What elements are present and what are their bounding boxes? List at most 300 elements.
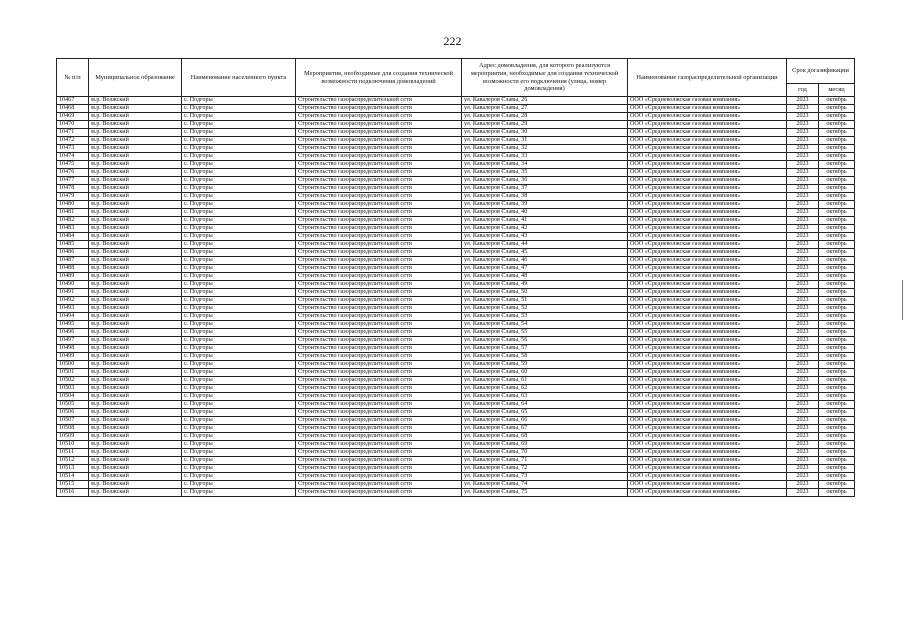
- cell-settlement: с. Подгоры: [182, 489, 296, 497]
- cell-address: ул. Кавалеров Славы, 56: [462, 337, 628, 345]
- cell-organization: ООО «Средневолжская газовая компания»: [628, 105, 787, 113]
- cell-municipality: м.р. Волжский: [89, 249, 182, 257]
- cell-settlement: с. Подгоры: [182, 425, 296, 433]
- cell-municipality: м.р. Волжский: [89, 369, 182, 377]
- cell-address: ул. Кавалеров Славы, 40: [462, 209, 628, 217]
- cell-organization: ООО «Средневолжская газовая компания»: [628, 353, 787, 361]
- cell-measure: Строительство газораспределительной сети: [296, 369, 462, 377]
- cell-month: октябрь: [819, 425, 855, 433]
- table-row: [57, 145, 855, 153]
- cell-settlement: с. Подгоры: [182, 97, 296, 105]
- cell-organization: ООО «Средневолжская газовая компания»: [628, 289, 787, 297]
- cell-measure: Строительство газораспределительной сети: [296, 409, 462, 417]
- cell-address: ул. Кавалеров Славы, 38: [462, 193, 628, 201]
- cell-organization: ООО «Средневолжская газовая компания»: [628, 97, 787, 105]
- cell-year: 2023: [787, 145, 819, 153]
- table-row: [57, 233, 855, 241]
- cell-municipality: м.р. Волжский: [89, 169, 182, 177]
- cell-settlement: с. Подгоры: [182, 201, 296, 209]
- cell-num: 10501: [57, 369, 89, 377]
- cell-measure: Строительство газораспределительной сети: [296, 329, 462, 337]
- cell-measure: Строительство газораспределительной сети: [296, 489, 462, 497]
- cell-year: 2023: [787, 329, 819, 337]
- cell-year: 2023: [787, 137, 819, 145]
- cell-num: 10491: [57, 289, 89, 297]
- header-year: год: [787, 84, 819, 97]
- table-row: [57, 481, 855, 489]
- table-row: [57, 305, 855, 313]
- cell-address: ул. Кавалеров Славы, 52: [462, 305, 628, 313]
- cell-measure: Строительство газораспределительной сети: [296, 441, 462, 449]
- cell-month: октябрь: [819, 233, 855, 241]
- table-row: [57, 297, 855, 305]
- cell-municipality: м.р. Волжский: [89, 425, 182, 433]
- cell-num: 10502: [57, 377, 89, 385]
- cell-year: 2023: [787, 361, 819, 369]
- cell-address: ул. Кавалеров Славы, 46: [462, 257, 628, 265]
- gasification-table: [56, 58, 855, 497]
- cell-address: ул. Кавалеров Славы, 53: [462, 313, 628, 321]
- cell-organization: ООО «Средневолжская газовая компания»: [628, 153, 787, 161]
- cell-year: 2023: [787, 417, 819, 425]
- cell-month: октябрь: [819, 433, 855, 441]
- cell-address: ул. Кавалеров Славы, 58: [462, 353, 628, 361]
- cell-settlement: с. Подгоры: [182, 129, 296, 137]
- cell-year: 2023: [787, 449, 819, 457]
- cell-municipality: м.р. Волжский: [89, 465, 182, 473]
- table-row: [57, 217, 855, 225]
- cell-month: октябрь: [819, 209, 855, 217]
- cell-settlement: с. Подгоры: [182, 113, 296, 121]
- header-address: Адрес домовладения, для которого реализуются мероприятия, необходимые для создания технической возможности его подключения (улица, номер домовладения): [462, 59, 628, 97]
- table-row: [57, 209, 855, 217]
- cell-year: 2023: [787, 377, 819, 385]
- cell-month: октябрь: [819, 129, 855, 137]
- cell-year: 2023: [787, 289, 819, 297]
- cell-month: октябрь: [819, 361, 855, 369]
- cell-month: октябрь: [819, 113, 855, 121]
- cell-settlement: с. Подгоры: [182, 217, 296, 225]
- cell-organization: ООО «Средневолжская газовая компания»: [628, 481, 787, 489]
- cell-year: 2023: [787, 121, 819, 129]
- cell-measure: Строительство газораспределительной сети: [296, 321, 462, 329]
- cell-municipality: м.р. Волжский: [89, 353, 182, 361]
- cell-municipality: м.р. Волжский: [89, 121, 182, 129]
- cell-measure: Строительство газораспределительной сети: [296, 257, 462, 265]
- cell-settlement: с. Подгоры: [182, 441, 296, 449]
- cell-address: ул. Кавалеров Славы, 33: [462, 153, 628, 161]
- cell-year: 2023: [787, 161, 819, 169]
- cell-num: 10492: [57, 297, 89, 305]
- cell-organization: ООО «Средневолжская газовая компания»: [628, 401, 787, 409]
- cell-measure: Строительство газораспределительной сети: [296, 273, 462, 281]
- cell-address: ул. Кавалеров Славы, 34: [462, 161, 628, 169]
- cell-settlement: с. Подгоры: [182, 361, 296, 369]
- table-row: [57, 377, 855, 385]
- cell-month: октябрь: [819, 249, 855, 257]
- cell-measure: Строительство газораспределительной сети: [296, 449, 462, 457]
- cell-municipality: м.р. Волжский: [89, 313, 182, 321]
- cell-address: ул. Кавалеров Славы, 39: [462, 201, 628, 209]
- cell-measure: Строительство газораспределительной сети: [296, 193, 462, 201]
- cell-month: октябрь: [819, 289, 855, 297]
- cell-measure: Строительство газораспределительной сети: [296, 129, 462, 137]
- cell-municipality: м.р. Волжский: [89, 257, 182, 265]
- cell-address: ул. Кавалеров Славы, 51: [462, 297, 628, 305]
- cell-month: октябрь: [819, 193, 855, 201]
- cell-year: 2023: [787, 97, 819, 105]
- cell-num: 10469: [57, 113, 89, 121]
- cell-address: ул. Кавалеров Славы, 64: [462, 401, 628, 409]
- cell-municipality: м.р. Волжский: [89, 377, 182, 385]
- cell-settlement: с. Подгоры: [182, 449, 296, 457]
- cell-settlement: с. Подгоры: [182, 233, 296, 241]
- cell-address: ул. Кавалеров Славы, 61: [462, 377, 628, 385]
- table-body: [57, 97, 855, 497]
- cell-address: ул. Кавалеров Славы, 44: [462, 241, 628, 249]
- cell-settlement: с. Подгоры: [182, 321, 296, 329]
- cell-num: 10512: [57, 457, 89, 465]
- cell-num: 10483: [57, 225, 89, 233]
- cell-month: октябрь: [819, 385, 855, 393]
- cell-organization: ООО «Средневолжская газовая компания»: [628, 161, 787, 169]
- cell-address: ул. Кавалеров Славы, 62: [462, 385, 628, 393]
- cell-municipality: м.р. Волжский: [89, 337, 182, 345]
- cell-address: ул. Кавалеров Славы, 66: [462, 417, 628, 425]
- cell-settlement: с. Подгоры: [182, 105, 296, 113]
- table-row: [57, 417, 855, 425]
- table-row: [57, 177, 855, 185]
- cell-address: ул. Кавалеров Славы, 48: [462, 273, 628, 281]
- cell-settlement: с. Подгоры: [182, 257, 296, 265]
- cell-settlement: с. Подгоры: [182, 153, 296, 161]
- cell-month: октябрь: [819, 225, 855, 233]
- cell-organization: ООО «Средневолжская газовая компания»: [628, 185, 787, 193]
- cell-address: ул. Кавалеров Славы, 57: [462, 345, 628, 353]
- cell-num: 10473: [57, 145, 89, 153]
- cell-address: ул. Кавалеров Славы, 68: [462, 433, 628, 441]
- cell-year: 2023: [787, 249, 819, 257]
- cell-month: октябрь: [819, 481, 855, 489]
- cell-measure: Строительство газораспределительной сети: [296, 345, 462, 353]
- cell-num: 10494: [57, 313, 89, 321]
- cell-municipality: м.р. Волжский: [89, 401, 182, 409]
- cell-municipality: м.р. Волжский: [89, 345, 182, 353]
- cell-measure: Строительство газораспределительной сети: [296, 337, 462, 345]
- cell-year: 2023: [787, 385, 819, 393]
- cell-settlement: с. Подгоры: [182, 281, 296, 289]
- cell-month: октябрь: [819, 337, 855, 345]
- table-row: [57, 257, 855, 265]
- cell-month: октябрь: [819, 145, 855, 153]
- cell-organization: ООО «Средневолжская газовая компания»: [628, 217, 787, 225]
- cell-settlement: с. Подгоры: [182, 177, 296, 185]
- cell-year: 2023: [787, 265, 819, 273]
- cell-address: ул. Кавалеров Славы, 32: [462, 145, 628, 153]
- table-row: [57, 289, 855, 297]
- cell-month: октябрь: [819, 345, 855, 353]
- cell-month: октябрь: [819, 273, 855, 281]
- cell-organization: ООО «Средневолжская газовая компания»: [628, 457, 787, 465]
- cell-month: октябрь: [819, 457, 855, 465]
- cell-organization: ООО «Средневолжская газовая компания»: [628, 425, 787, 433]
- cell-organization: ООО «Средневолжская газовая компания»: [628, 361, 787, 369]
- cell-organization: ООО «Средневолжская газовая компания»: [628, 121, 787, 129]
- cell-measure: Строительство газораспределительной сети: [296, 105, 462, 113]
- cell-address: ул. Кавалеров Славы, 45: [462, 249, 628, 257]
- cell-measure: Строительство газораспределительной сети: [296, 385, 462, 393]
- cell-address: ул. Кавалеров Славы, 73: [462, 473, 628, 481]
- cell-month: октябрь: [819, 401, 855, 409]
- cell-num: 10485: [57, 241, 89, 249]
- cell-municipality: м.р. Волжский: [89, 305, 182, 313]
- cell-municipality: м.р. Волжский: [89, 321, 182, 329]
- cell-address: ул. Кавалеров Славы, 41: [462, 217, 628, 225]
- cell-address: ул. Кавалеров Славы, 63: [462, 393, 628, 401]
- cell-num: 10509: [57, 433, 89, 441]
- cell-month: октябрь: [819, 265, 855, 273]
- cell-settlement: с. Подгоры: [182, 305, 296, 313]
- table-row: [57, 473, 855, 481]
- cell-municipality: м.р. Волжский: [89, 417, 182, 425]
- cell-measure: Строительство газораспределительной сети: [296, 297, 462, 305]
- cell-num: 10508: [57, 425, 89, 433]
- cell-address: ул. Кавалеров Славы, 54: [462, 321, 628, 329]
- cell-month: октябрь: [819, 377, 855, 385]
- cell-measure: Строительство газораспределительной сети: [296, 417, 462, 425]
- cell-measure: Строительство газораспределительной сети: [296, 433, 462, 441]
- cell-address: ул. Кавалеров Славы, 29: [462, 121, 628, 129]
- table-row: [57, 361, 855, 369]
- cell-municipality: м.р. Волжский: [89, 281, 182, 289]
- cell-address: ул. Кавалеров Славы, 35: [462, 169, 628, 177]
- cell-year: 2023: [787, 225, 819, 233]
- cell-num: 10490: [57, 281, 89, 289]
- cell-settlement: с. Подгоры: [182, 249, 296, 257]
- table-row: [57, 97, 855, 105]
- cell-address: ул. Кавалеров Славы, 28: [462, 113, 628, 121]
- table-row: [57, 393, 855, 401]
- table-row: [57, 489, 855, 497]
- cell-month: октябрь: [819, 449, 855, 457]
- cell-measure: Строительство газораспределительной сети: [296, 377, 462, 385]
- cell-month: октябрь: [819, 369, 855, 377]
- cell-num: 10478: [57, 185, 89, 193]
- cell-num: 10482: [57, 217, 89, 225]
- cell-measure: Строительство газораспределительной сети: [296, 217, 462, 225]
- table-row: [57, 369, 855, 377]
- cell-settlement: с. Подгоры: [182, 145, 296, 153]
- cell-year: 2023: [787, 489, 819, 497]
- cell-measure: Строительство газораспределительной сети: [296, 137, 462, 145]
- table-row: [57, 161, 855, 169]
- cell-year: 2023: [787, 321, 819, 329]
- cell-year: 2023: [787, 369, 819, 377]
- table-row: [57, 329, 855, 337]
- cell-organization: ООО «Средневолжская газовая компания»: [628, 433, 787, 441]
- cell-address: ул. Кавалеров Славы, 31: [462, 137, 628, 145]
- cell-municipality: м.р. Волжский: [89, 241, 182, 249]
- cell-municipality: м.р. Волжский: [89, 105, 182, 113]
- cell-measure: Строительство газораспределительной сети: [296, 225, 462, 233]
- table-row: [57, 105, 855, 113]
- cell-num: 10505: [57, 401, 89, 409]
- cell-organization: ООО «Средневолжская газовая компания»: [628, 489, 787, 497]
- cell-address: ул. Кавалеров Славы, 47: [462, 265, 628, 273]
- table-row: [57, 113, 855, 121]
- cell-num: 10516: [57, 489, 89, 497]
- cell-address: ул. Кавалеров Славы, 43: [462, 233, 628, 241]
- cell-municipality: м.р. Волжский: [89, 361, 182, 369]
- cell-organization: ООО «Средневолжская газовая компания»: [628, 329, 787, 337]
- table-row: [57, 321, 855, 329]
- cell-measure: Строительство газораспределительной сети: [296, 281, 462, 289]
- cell-organization: ООО «Средневолжская газовая компания»: [628, 265, 787, 273]
- cell-num: 10481: [57, 209, 89, 217]
- cell-year: 2023: [787, 393, 819, 401]
- cell-address: ул. Кавалеров Славы, 26: [462, 97, 628, 105]
- cell-municipality: м.р. Волжский: [89, 473, 182, 481]
- cell-organization: ООО «Средневолжская газовая компания»: [628, 377, 787, 385]
- cell-organization: ООО «Средневолжская газовая компания»: [628, 113, 787, 121]
- cell-measure: Строительство газораспределительной сети: [296, 313, 462, 321]
- cell-month: октябрь: [819, 353, 855, 361]
- cell-municipality: м.р. Волжский: [89, 177, 182, 185]
- table-row: [57, 185, 855, 193]
- cell-num: 10495: [57, 321, 89, 329]
- cell-measure: Строительство газораспределительной сети: [296, 161, 462, 169]
- cell-municipality: м.р. Волжский: [89, 161, 182, 169]
- cell-municipality: м.р. Волжский: [89, 433, 182, 441]
- document-table-wrapper: [56, 58, 854, 497]
- table-row: [57, 241, 855, 249]
- cell-year: 2023: [787, 153, 819, 161]
- cell-settlement: с. Подгоры: [182, 337, 296, 345]
- cell-measure: Строительство газораспределительной сети: [296, 457, 462, 465]
- cell-month: октябрь: [819, 241, 855, 249]
- cell-year: 2023: [787, 105, 819, 113]
- page-number: 222: [443, 34, 462, 48]
- cell-organization: ООО «Средневолжская газовая компания»: [628, 345, 787, 353]
- cell-municipality: м.р. Волжский: [89, 273, 182, 281]
- cell-settlement: с. Подгоры: [182, 433, 296, 441]
- cell-month: октябрь: [819, 185, 855, 193]
- table-row: [57, 457, 855, 465]
- header-month: месяц: [819, 84, 855, 97]
- cell-address: ул. Кавалеров Славы, 72: [462, 465, 628, 473]
- cell-address: ул. Кавалеров Славы, 65: [462, 409, 628, 417]
- cell-num: 10467: [57, 97, 89, 105]
- cell-num: 10476: [57, 169, 89, 177]
- cell-year: 2023: [787, 257, 819, 265]
- cell-num: 10498: [57, 345, 89, 353]
- cell-municipality: м.р. Волжский: [89, 225, 182, 233]
- table-row: [57, 225, 855, 233]
- cell-month: октябрь: [819, 169, 855, 177]
- cell-num: 10514: [57, 473, 89, 481]
- cell-measure: Строительство газораспределительной сети: [296, 481, 462, 489]
- cell-municipality: м.р. Волжский: [89, 217, 182, 225]
- cell-month: октябрь: [819, 177, 855, 185]
- cell-year: 2023: [787, 273, 819, 281]
- table-row: [57, 449, 855, 457]
- table-row: [57, 137, 855, 145]
- cell-municipality: м.р. Волжский: [89, 329, 182, 337]
- cell-year: 2023: [787, 353, 819, 361]
- cell-year: 2023: [787, 345, 819, 353]
- cell-settlement: с. Подгоры: [182, 297, 296, 305]
- cell-measure: Строительство газораспределительной сети: [296, 289, 462, 297]
- cell-year: 2023: [787, 169, 819, 177]
- cell-organization: ООО «Средневолжская газовая компания»: [628, 297, 787, 305]
- cell-settlement: с. Подгоры: [182, 481, 296, 489]
- cell-organization: ООО «Средневолжская газовая компания»: [628, 393, 787, 401]
- cell-settlement: с. Подгоры: [182, 273, 296, 281]
- cell-address: ул. Кавалеров Славы, 74: [462, 481, 628, 489]
- header-measures: Мероприятия, необходимые для создания технической возможности подключения домовладений: [296, 59, 462, 97]
- cell-year: 2023: [787, 337, 819, 345]
- cell-year: 2023: [787, 129, 819, 137]
- cell-address: ул. Кавалеров Славы, 69: [462, 441, 628, 449]
- cell-measure: Строительство газораспределительной сети: [296, 145, 462, 153]
- cell-settlement: с. Подгоры: [182, 457, 296, 465]
- cell-year: 2023: [787, 313, 819, 321]
- cell-year: 2023: [787, 473, 819, 481]
- cell-year: 2023: [787, 209, 819, 217]
- table-row: [57, 401, 855, 409]
- cell-address: ул. Кавалеров Славы, 70: [462, 449, 628, 457]
- table-row: [57, 249, 855, 257]
- cell-municipality: м.р. Волжский: [89, 385, 182, 393]
- cell-month: октябрь: [819, 121, 855, 129]
- cell-organization: ООО «Средневолжская газовая компания»: [628, 385, 787, 393]
- cell-municipality: м.р. Волжский: [89, 137, 182, 145]
- cell-num: 10484: [57, 233, 89, 241]
- cell-year: 2023: [787, 409, 819, 417]
- cell-organization: ООО «Средневолжская газовая компания»: [628, 233, 787, 241]
- cell-settlement: с. Подгоры: [182, 465, 296, 473]
- header-term: Срок догазификации: [787, 59, 855, 84]
- cell-measure: Строительство газораспределительной сети: [296, 473, 462, 481]
- cell-month: октябрь: [819, 97, 855, 105]
- cell-month: октябрь: [819, 441, 855, 449]
- cell-address: ул. Кавалеров Славы, 59: [462, 361, 628, 369]
- cell-month: октябрь: [819, 137, 855, 145]
- table-row: [57, 121, 855, 129]
- cell-settlement: с. Подгоры: [182, 353, 296, 361]
- cell-municipality: м.р. Волжский: [89, 265, 182, 273]
- cell-month: октябрь: [819, 217, 855, 225]
- cell-settlement: с. Подгоры: [182, 193, 296, 201]
- table-row: [57, 193, 855, 201]
- cell-num: 10477: [57, 177, 89, 185]
- table-row: [57, 129, 855, 137]
- cell-municipality: м.р. Волжский: [89, 481, 182, 489]
- cell-month: октябрь: [819, 473, 855, 481]
- cell-organization: ООО «Средневолжская газовая компания»: [628, 465, 787, 473]
- table-row: [57, 353, 855, 361]
- cell-num: 10496: [57, 329, 89, 337]
- cell-year: 2023: [787, 281, 819, 289]
- cell-address: ул. Кавалеров Славы, 75: [462, 489, 628, 497]
- cell-month: октябрь: [819, 105, 855, 113]
- cell-measure: Строительство газораспределительной сети: [296, 121, 462, 129]
- table-row: [57, 153, 855, 161]
- cell-num: 10488: [57, 265, 89, 273]
- cell-municipality: м.р. Волжский: [89, 193, 182, 201]
- cell-municipality: м.р. Волжский: [89, 297, 182, 305]
- cell-organization: ООО «Средневолжская газовая компания»: [628, 369, 787, 377]
